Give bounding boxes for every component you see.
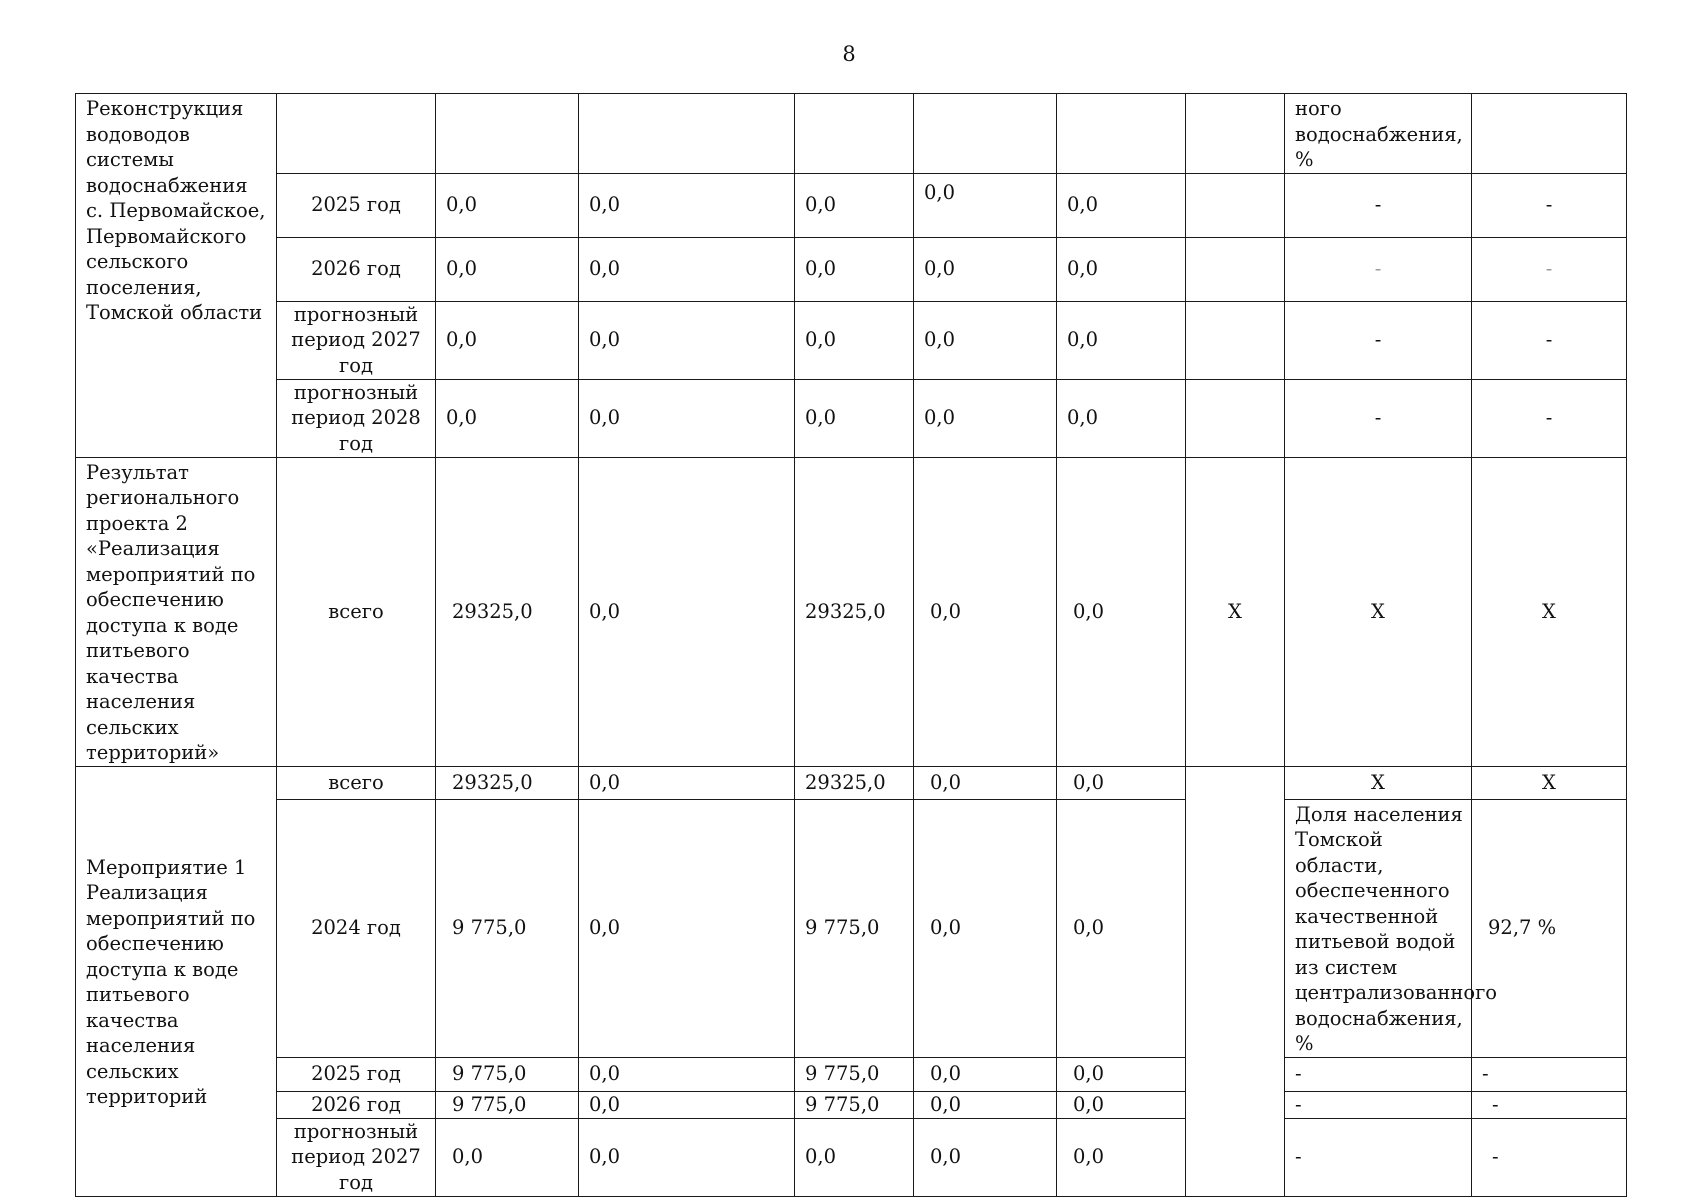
value-cell: 29325,0	[795, 766, 914, 799]
value-cell: 0,0	[579, 799, 795, 1057]
value-cell: 0,0	[436, 237, 579, 301]
indicator-value-cell: -	[1472, 1118, 1627, 1196]
value-cell: 0,0	[914, 301, 1057, 379]
value-cell: 0,0	[795, 301, 914, 379]
value-cell: 0,0	[914, 766, 1057, 799]
table-row	[76, 1057, 1627, 1091]
section-name: Реконструкция водоводов системы водоснабжения с. Первомайское, Первомайского сельского поселения, Томской области	[76, 94, 277, 458]
value-cell: 0,0	[1057, 799, 1186, 1057]
value-cell: 0,0	[579, 237, 795, 301]
indicator-value-cell: -	[1472, 1091, 1627, 1118]
value-cell: 0,0	[914, 457, 1057, 766]
indicator-value-cell: -	[1285, 379, 1472, 457]
section-name: Мероприятие 1 Реализация мероприятий по обеспечению доступа к воде питьевого качества населения сельских территорий	[76, 766, 277, 1196]
value-cell: 0,0	[914, 379, 1057, 457]
x-mark-cell: X	[1472, 766, 1627, 799]
x-mark-cell: X	[1285, 457, 1472, 766]
period-cell: прогнозный период 2027 год	[277, 301, 436, 379]
indicator-value-cell: -	[1472, 379, 1627, 457]
value-cell: 0,0	[579, 1091, 795, 1118]
table-row	[76, 237, 1627, 301]
value-cell: 0,0	[436, 301, 579, 379]
value-cell: 0,0	[579, 301, 795, 379]
value-cell: 29325,0	[795, 457, 914, 766]
value-cell: 0,0	[436, 173, 579, 237]
indicator-value-cell: -	[1285, 173, 1472, 237]
table-row	[76, 457, 1627, 766]
value-cell: 0,0	[914, 1057, 1057, 1091]
value-cell: 0,0	[1057, 237, 1186, 301]
period-cell: прогнозный период 2028 год	[277, 379, 436, 457]
period-cell: всего	[277, 766, 436, 799]
indicator-value-cell: -	[1285, 1091, 1472, 1118]
value-cell: 0,0	[914, 799, 1057, 1057]
value-cell: 0,0	[1057, 1091, 1186, 1118]
value-cell: 9 775,0	[795, 1057, 914, 1091]
value-cell: 29325,0	[436, 766, 579, 799]
value-cell: 0,0	[914, 1118, 1057, 1196]
value-cell: 0,0	[795, 173, 914, 237]
value-cell: 0,0	[1057, 379, 1186, 457]
section-name: Результат регионального проекта 2 «Реализация мероприятий по обеспечению доступа к воде питьевого качества населения сельских территорий»	[76, 457, 277, 766]
value-cell: 0,0	[1057, 301, 1186, 379]
value-cell: 0,0	[579, 766, 795, 799]
value-cell: 0,0	[1057, 766, 1186, 799]
value-text: 0,0	[924, 181, 956, 205]
value-cell: 9 775,0	[795, 1091, 914, 1118]
indicator-value-cell: -	[1472, 301, 1627, 379]
value-cell: 0,0	[1057, 173, 1186, 237]
indicator-name-tail: ного водоснабжения, %	[1285, 94, 1472, 174]
value-cell: 0,0	[436, 379, 579, 457]
period-cell: 2025 год	[277, 1057, 436, 1091]
value-cell: 0,0	[914, 237, 1057, 301]
value-cell: 0,0	[436, 1118, 579, 1196]
value-cell: 0,0	[795, 1118, 914, 1196]
value-cell: 29325,0	[436, 457, 579, 766]
value-cell	[914, 173, 1057, 237]
value-cell: 0,0	[914, 1091, 1057, 1118]
indicator-value-cell: -	[1472, 237, 1627, 301]
table-row	[76, 1091, 1627, 1118]
value-cell: 0,0	[1057, 457, 1186, 766]
table-row	[76, 173, 1627, 237]
indicator-name: Доля населения Томской области, обеспеченного качественной питьевой водой из систем централизованного водоснабжения, %	[1285, 799, 1472, 1057]
indicator-value-cell: -	[1285, 1057, 1472, 1091]
indicator-value-cell: -	[1285, 1118, 1472, 1196]
table-row	[76, 94, 1627, 174]
value-cell: 0,0	[795, 379, 914, 457]
x-mark-cell: X	[1285, 766, 1472, 799]
period-cell: 2026 год	[277, 1091, 436, 1118]
value-cell: 0,0	[579, 1118, 795, 1196]
value-cell: 0,0	[579, 457, 795, 766]
indicator-value-cell: -	[1285, 237, 1472, 301]
table-row	[76, 301, 1627, 379]
table-row	[76, 379, 1627, 457]
value-cell: 0,0	[795, 237, 914, 301]
table-row	[76, 766, 1627, 799]
page-number: 8	[842, 42, 856, 66]
value-cell: 0,0	[1057, 1057, 1186, 1091]
value-cell: 0,0	[579, 379, 795, 457]
indicator-value-cell: -	[1472, 1057, 1627, 1091]
value-cell: 9 775,0	[436, 1057, 579, 1091]
value-cell: 0,0	[579, 1057, 795, 1091]
table-row	[76, 799, 1627, 1057]
value-cell: 9 775,0	[795, 799, 914, 1057]
table-row	[76, 1118, 1627, 1196]
period-cell: 2024 год	[277, 799, 436, 1057]
x-mark-cell: X	[1186, 457, 1285, 766]
period-cell: 2026 год	[277, 237, 436, 301]
indicator-value-cell: -	[1472, 173, 1627, 237]
value-cell: 9 775,0	[436, 799, 579, 1057]
value-cell: 0,0	[579, 173, 795, 237]
value-cell: 0,0	[1057, 1118, 1186, 1196]
budget-table	[75, 93, 1627, 1197]
period-cell: 2025 год	[277, 173, 436, 237]
x-mark-cell: X	[1472, 457, 1627, 766]
period-cell: прогнозный период 2027 год	[277, 1118, 436, 1196]
value-cell: 9 775,0	[436, 1091, 579, 1118]
indicator-value-cell: -	[1285, 301, 1472, 379]
period-cell: всего	[277, 457, 436, 766]
indicator-value: 92,7 %	[1472, 799, 1627, 1057]
